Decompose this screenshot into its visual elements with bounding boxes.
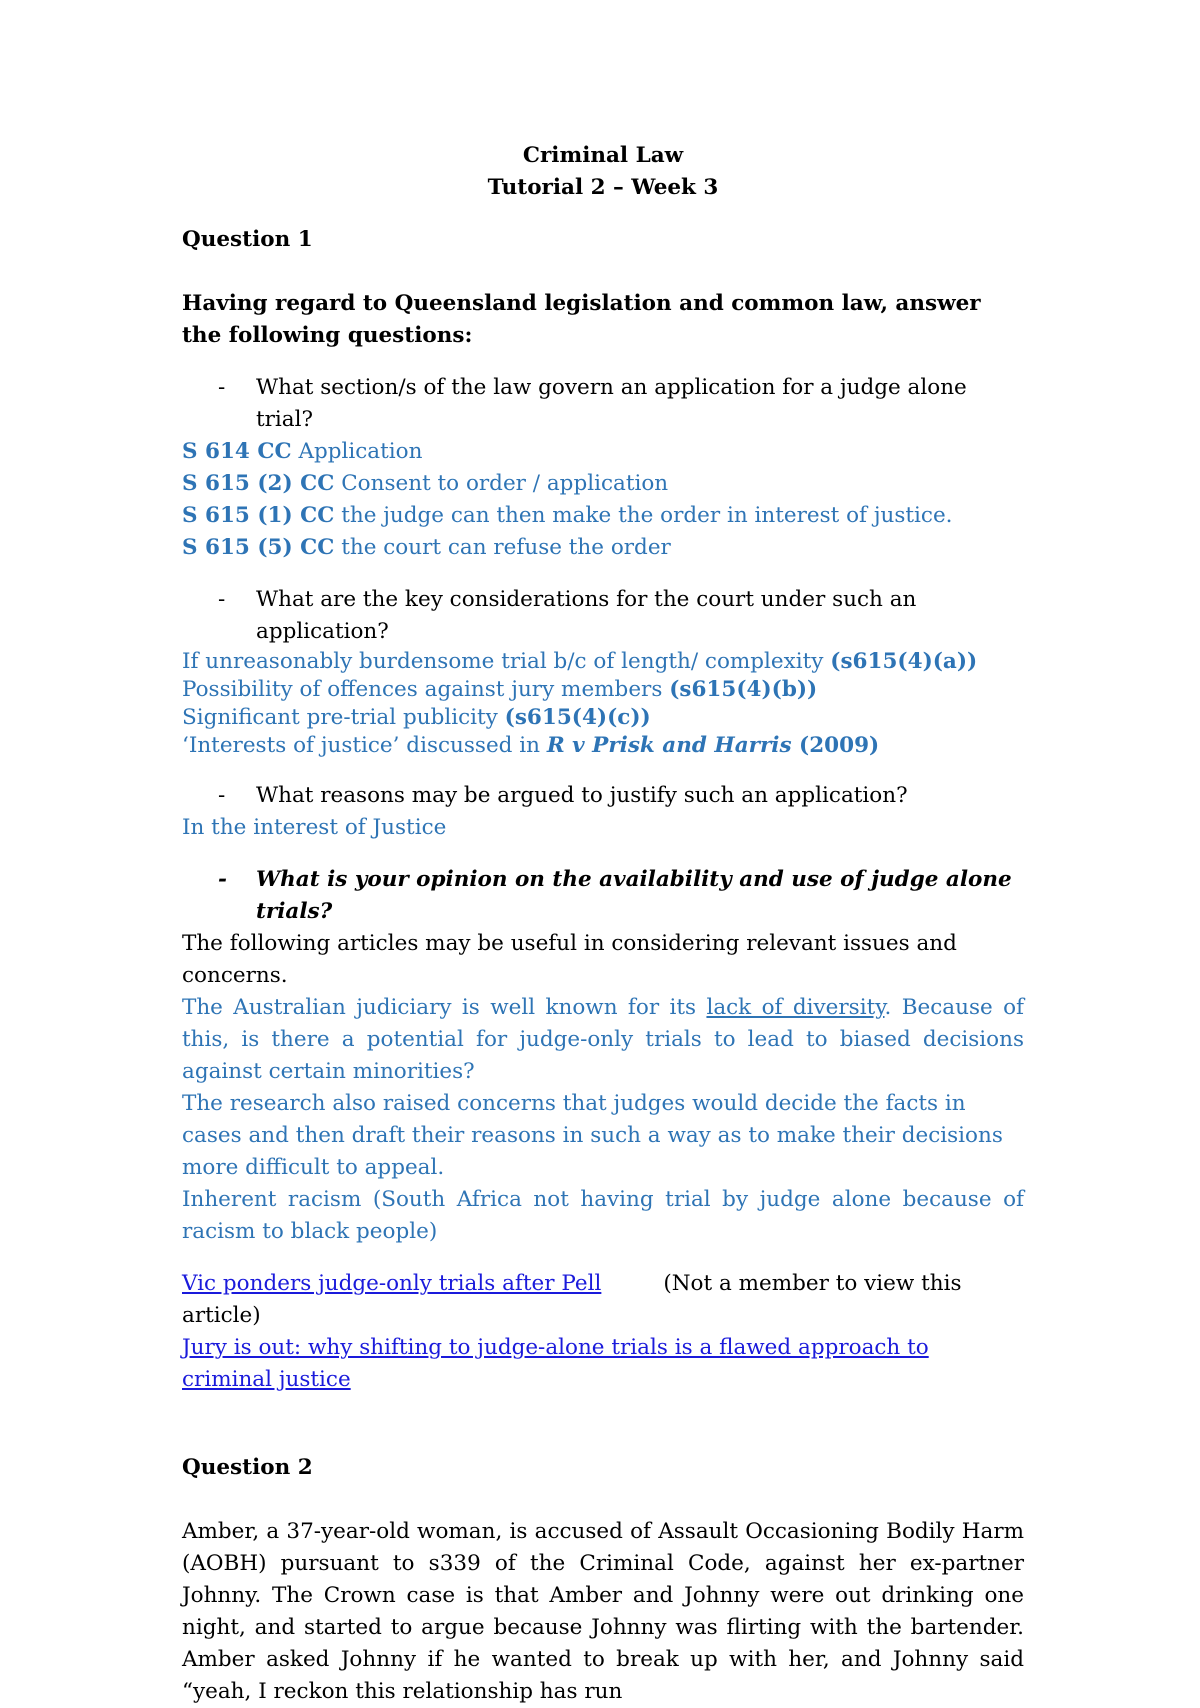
answer-text: Possibility of offences against jury members — [182, 677, 670, 702]
sub-question-3-text: What reasons may be argued to justify such an application? — [256, 783, 908, 808]
sub-question-2-text: What are the key considerations for the court under such an application? — [256, 587, 917, 644]
sub-question-1-text: What section/s of the law govern an application for a judge alone trial? — [256, 375, 967, 432]
case-name: R v Prisk and Harris — [546, 733, 792, 758]
section-ref: S 615 (1) CC — [182, 503, 335, 528]
question-2-body: Amber, a 37-year-old woman, is accused of Assault Occasioning Bodily Harm (AOBH) pursuant to s339 of the Criminal Code, against her ex-partner Johnny. The Crown case is that Amber and Johnny were out drinking one night, and started to argue because Johnny was flirting with the bartender. Amber asked Johnny if he wanted to break up with her, and Johnny said “yeah, I reckon this relationship has run — [182, 1519, 1024, 1704]
sub-question-2 — [182, 584, 1024, 648]
tutorial-title: Tutorial 2 – Week 3 — [487, 175, 719, 200]
answer-text: The Australian judiciary is well known for its — [182, 995, 707, 1020]
answer-2-line — [182, 704, 1024, 732]
article-link-row — [182, 1268, 1024, 1332]
sub-question-3 — [182, 780, 1024, 812]
answer-2-line — [182, 676, 1024, 704]
answer-3: In the interest of Justice — [182, 815, 447, 840]
answer-4-paragraph-2: The research also raised concerns that judges would decide the facts in cases and then draft their reasons in such a way as to make their decisions more difficult to appeal. — [182, 1091, 1003, 1180]
bullet-dash: - — [218, 783, 226, 808]
bullet-dash: - — [218, 587, 226, 612]
answer-1-line — [182, 532, 1024, 564]
sub-question-4-text: What is your opinion on the availability and use of judge alone trials? — [256, 867, 1012, 924]
bullet-dash: - — [218, 375, 226, 400]
course-title: Criminal Law — [522, 143, 684, 168]
section-ref: (s615(4)(a)) — [830, 649, 978, 674]
answer-4-paragraph-3: Inherent racism (South Africa not having trial by judge alone because of racism to black people) — [182, 1187, 1024, 1244]
question-1-heading: Question 1 — [182, 227, 313, 252]
articles-note: The following articles may be useful in considering relevant issues and concerns. — [182, 931, 957, 988]
case-year: (2009) — [791, 733, 880, 758]
section-ref: (s615(4)(b)) — [669, 677, 818, 702]
sub-question-1 — [182, 372, 1024, 436]
bullet-dash: - — [218, 867, 227, 892]
section-ref: S 615 (2) CC — [182, 471, 335, 496]
section-ref: S 614 CC — [182, 439, 292, 464]
question-2-heading: Question 2 — [182, 1455, 313, 1480]
document-body — [182, 140, 1024, 1708]
section-ref: S 615 (5) CC — [182, 535, 335, 560]
answer-text: the court can refuse the order — [334, 535, 671, 560]
answer-text: . Because of this, is there a potential for judge-only trials to lead to biased decisions against certain minorities? — [182, 995, 1024, 1084]
lack-of-diversity-link[interactable]: lack of diversity — [706, 995, 885, 1020]
answer-1-line — [182, 500, 1024, 532]
answer-4-paragraph — [182, 992, 1024, 1088]
sub-question-4 — [182, 864, 1024, 928]
question-1-prompt: Having regard to Queensland legislation and common law, answer the following questions: — [182, 291, 981, 348]
section-ref: (s615(4)(c)) — [504, 705, 651, 730]
answer-text: Significant pre-trial publicity — [182, 705, 505, 730]
answer-1-line — [182, 468, 1024, 500]
answer-1-line — [182, 436, 1024, 468]
article-link-jury-is-out[interactable]: Jury is out: why shifting to judge-alone trials is a flawed approach to criminal justice — [182, 1335, 929, 1392]
article-link-vic-ponders[interactable]: Vic ponders judge-only trials after Pell — [182, 1271, 602, 1296]
answer-text: If unreasonably burdensome trial b/c of length/ complexity — [182, 649, 831, 674]
answer-2-case-line — [182, 732, 1024, 760]
article-access-note: (Not a member to view this article) — [182, 1271, 962, 1328]
answer-text: the judge can then make the order in interest of justice. — [334, 503, 953, 528]
answer-2-line — [182, 648, 1024, 676]
answer-text: ‘Interests of justice’ discussed in — [182, 733, 547, 758]
answer-text: Consent to order / application — [334, 471, 669, 496]
answer-text: Application — [291, 439, 423, 464]
article-link-row — [182, 1332, 1024, 1396]
